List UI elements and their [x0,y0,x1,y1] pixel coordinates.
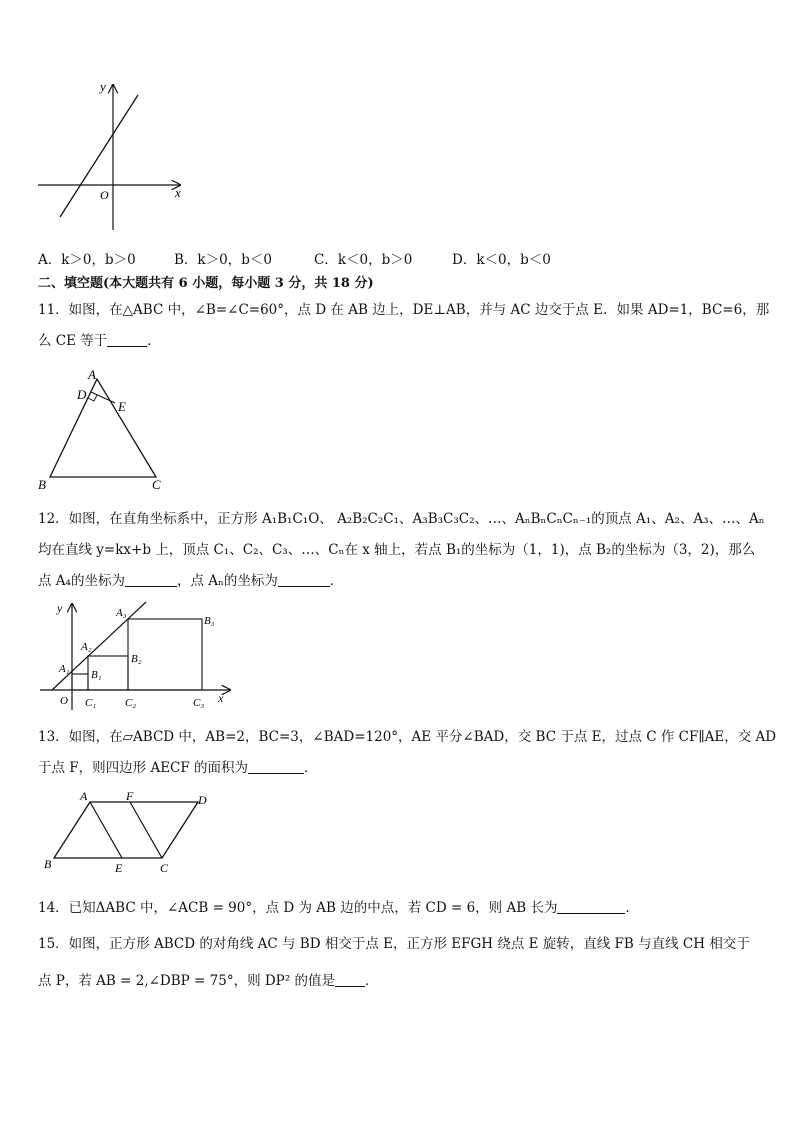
q12-label-y: y [57,601,63,615]
q11-label-b: B [38,477,46,492]
q11-line2 [38,331,161,351]
q12-mid: ，点 Aₙ的坐标为 [176,573,278,589]
q12-line2: 均在直线 y=kx+b 上，顶点 C₁、C₂、C₃、…、Cₙ在 x 轴上，若点 B₁的坐标为（1，1)，点 B₂的坐标为（3，2)，那么 [38,542,756,558]
q12-label-o: O [60,695,68,707]
q13-answer-blank[interactable] [248,759,304,774]
q14-line [38,898,639,918]
q12-square-1 [72,674,88,690]
q10-choice-d: D．k＜0，b＜0 [452,252,551,268]
q13-segment-cf [130,802,162,858]
section2-heading: 二、填空题(本大题共有 6 小题，每小题 3 分，共 18 分) [38,276,374,291]
q11-label-a: A [88,367,96,382]
q11-segment-de [91,392,115,403]
q11-suffix: ． [147,333,161,349]
q11-answer-blank[interactable] [107,332,147,347]
q11-triangle-abc [50,379,156,477]
q12-label-c3: C₃ [193,697,205,709]
q11-line1: 11．如图，在△ABC 中，∠B=∠C=60°，点 D 在 AB 边上，DE⊥AB，并与 AC 边交于点 E．如果 AD=1，BC=6，那 [38,302,770,318]
q12-line1: 12．如图，在直角坐标系中，正方形 A₁B₁C₁O、 A₂B₂C₂C₁、A₃B₃C₃C₂、…、AₙBₙCₙCₙ₋₁的顶点 A₁、A₂、A₃、…、Aₙ [38,511,765,527]
q12-answer-blank-a4[interactable] [125,572,177,587]
q15-answer-blank[interactable] [335,972,365,987]
q12-line3 [38,571,343,591]
q12-squares-figure [34,600,244,718]
q10-function-line [60,95,138,217]
q13-label-c: C [160,861,169,875]
q13-parallelogram-abcd [54,802,198,858]
q13-line1: 13．如图，在▱ABCD 中，AB=2，BC=3，∠BAD=120°，AE 平分∠BAD，交 BC 于点 E，过点 C 作 CF∥AE，交 AD [38,729,777,745]
q12-prefix: 点 A₄的坐标为 [38,573,125,589]
q15-prefix: 点 P，若 AB = 2,∠DBP = 75°，则 DP² 的值是 [38,973,335,989]
q14-suffix: ． [625,900,639,916]
q15-line2 [38,971,378,991]
q15-line1: 15．如图，正方形 ABCD 的对角线 AC 与 BD 相交于点 E，正方形 EFGH 绕点 E 旋转，直线 FB 与直线 CH 相交于 [38,936,750,952]
q10-coordinate-figure [30,75,200,240]
q12-label-b3: B₃ [204,615,215,627]
q10-x-label: x [175,185,181,200]
q13-label-b: B [44,857,52,871]
q12-label-a3: A₃ [116,607,127,619]
q10-choice-c: C．k＜0，b＞0 [314,252,413,268]
q10-choice-b: B．k＞0，b＜0 [174,252,272,268]
q11-label-c: C [152,477,161,492]
q13-line2 [38,758,318,778]
q10-y-label: y [100,79,106,94]
q12-label-a2: A₂ [81,641,92,653]
q12-label-b2: B₂ [131,653,142,665]
q13-parallelogram-figure [38,788,218,878]
q12-label-c1: C₁ [85,697,97,709]
q13-label-f: F [126,789,134,803]
q12-suffix: ． [329,573,344,589]
q13-suffix: ． [304,760,318,776]
q11-label-d: D [77,387,87,402]
q13-label-a: A [80,789,88,803]
q11-prefix: 么 CE 等于 [38,333,108,349]
q11-label-e: E [118,399,126,414]
q12-label-x: x [218,691,224,705]
q12-answer-blank-an[interactable] [278,572,330,587]
q14-text: 14．已知ΔABC 中，∠ACB = 90°，点 D 为 AB 边的中点，若 CD = 6，则 AB 长为 [38,900,558,916]
q12-label-a1: A₁ [59,663,70,675]
q11-triangle-figure [34,365,174,495]
q14-answer-blank[interactable] [557,899,625,914]
q10-origin-label: O [100,188,109,202]
q10-choice-a: A．k＞0，b＞0 [38,252,136,268]
q12-label-c2: C₂ [125,697,137,709]
q15-suffix: ． [364,973,379,989]
q12-label-b1: B₁ [91,669,102,681]
q13-label-e: E [115,861,123,875]
q13-label-d: D [198,793,207,807]
q13-segment-ae [90,802,122,858]
q13-prefix: 于点 F，则四边形 AECF 的面积为 [38,760,249,776]
